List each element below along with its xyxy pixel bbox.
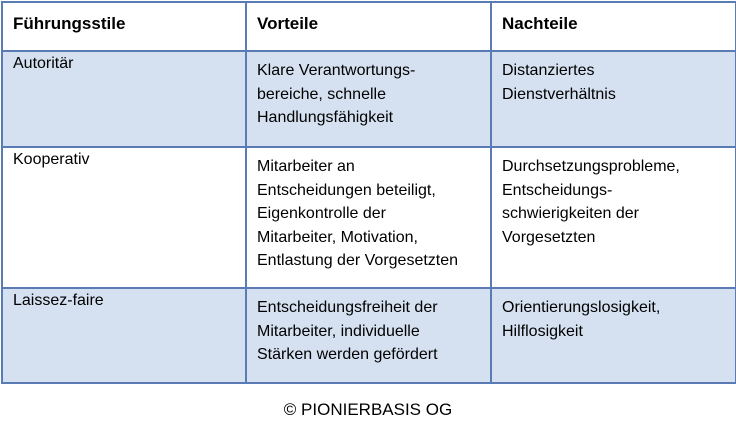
disadvantages-cell [491,288,736,383]
header-label: Nachteile [502,14,578,33]
disadvantages-cell [491,147,736,288]
advantages-text: Klare Verantwortungs- bereiche, schnelle Handlungsfähigkeit [257,62,416,126]
disadvantages-text: Distanziertes Dienstverhältnis [502,62,616,103]
table-header-row [2,2,736,51]
advantages-cell [246,147,491,288]
advantages-cell [246,288,491,383]
disadvantages-text: Orientierungslosigkeit, Hilflosigkeit [502,299,661,340]
style-cell [2,147,246,288]
table-row [2,288,736,383]
copyright-notice: © PIONIERBASIS OG [283,400,453,419]
advantages-cell [246,51,491,147]
table-row [2,147,736,288]
header-cell-advantages [246,2,491,51]
disadvantages-cell [491,51,736,147]
style-cell [2,51,246,147]
style-name: Autoritär [13,55,74,72]
style-name: Kooperativ [13,151,90,168]
header-cell-styles [2,2,246,51]
leadership-styles-table [1,1,736,384]
header-label: Führungsstile [13,14,126,33]
header-cell-disadvantages [491,2,736,51]
table-row [2,51,736,147]
disadvantages-text: Durchsetzungsprobleme, Entscheidungs- schwierigkeiten der Vorgesetzten [502,158,680,246]
header-label: Vorteile [257,14,319,33]
advantages-text: Mitarbeiter an Entscheidungen beteiligt, Eigenkontrolle der Mitarbeiter, Motivation, Entlastung der Vorgesetzten [257,158,459,269]
style-cell [2,288,246,383]
style-name: Laissez-faire [13,292,104,309]
advantages-text: Entscheidungsfreiheit der Mitarbeiter, individuelle Stärken werden gefördert [257,299,438,363]
